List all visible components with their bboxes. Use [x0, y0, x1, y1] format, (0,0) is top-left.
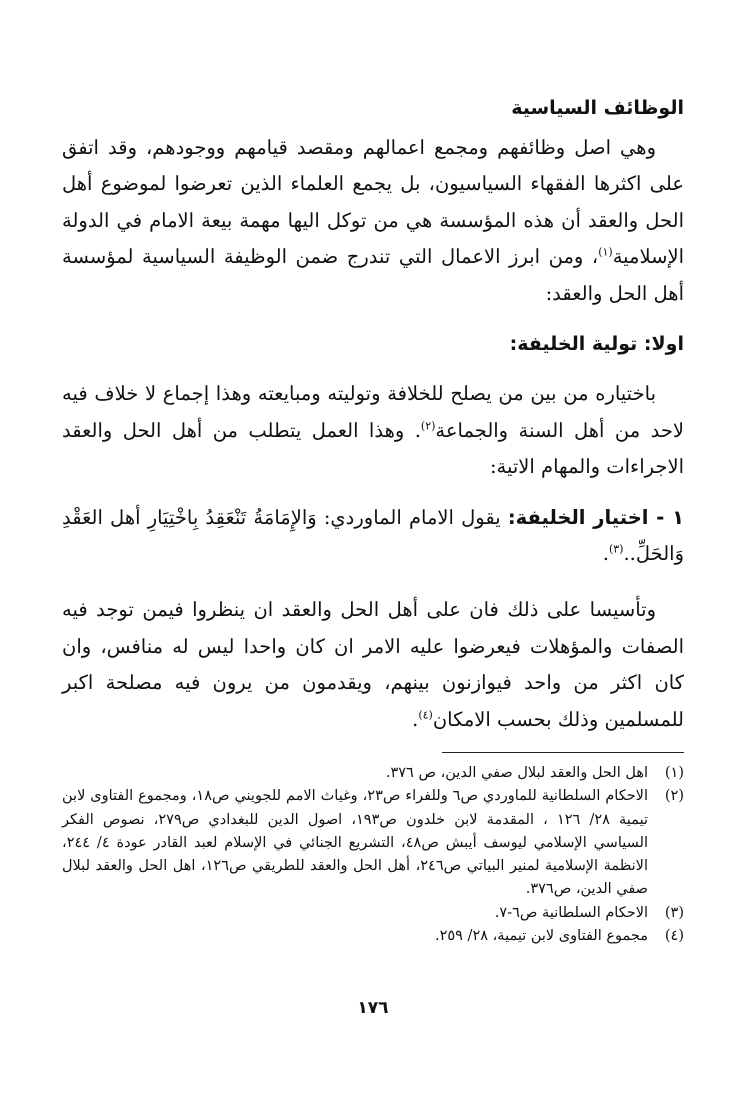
footnote-number: (٣) [664, 904, 684, 921]
footnote-number: (١) [664, 765, 684, 781]
footnote-2 [62, 785, 684, 901]
footnote-ref-4[interactable]: (٤) [418, 708, 433, 722]
main-text [62, 130, 684, 738]
footnote-text: اهل الحل والعقد لبلال صفي الدين، ص ٣٧٦. [385, 765, 648, 781]
paragraph-2 [62, 376, 684, 485]
footnote-number: (٤) [664, 928, 684, 945]
section-heading: اولا: تولية الخليفة: [509, 333, 684, 356]
footnote-1 [62, 762, 684, 785]
paragraph-1-text: وهي اصل وظائفهم ومجمع اعمالهم ومقصد قيامهم ووجودهم، وقد اتفق على اكثرها الفقهاء السياسيون، بل يجمع العلماء الذين تعرضوا لموضوع أهل الحل والعقد أن هذه المؤسسة هي من توكل اليها مهمة بيعة الامام في الدولة الإسلامية [62, 136, 684, 269]
paragraph-1 [62, 130, 684, 312]
footnote-text: الاحكام السلطانية للماوردي ص٦ وللفراء ص٢٣، وغياث الامم للجويني ص١٨، ومجموع الفتاوى لابن تيمية ٢٨/ ١٢٦ ، المقدمة لابن خلدون ص١٩٣، اصول الدين للبغدادي ص٢٧٩، نصوص الفكر السياسي الإسلامي ليوسف أيبش ص٤٨، التشريع الجنائي في الإسلام لعبد القادر عودة ٤/ ٢٤٤، الانظمة الإسلامية لمنير البياتي ص٢٤٦، أهل الحل والعقد للطريقي ص١٢٦، اهل الحل والعقد لبلال صفي الدين، ص٣٧٦. [62, 788, 649, 898]
footnote-3 [62, 902, 684, 925]
paragraph-3 [62, 592, 684, 738]
list-item-1-end: . [602, 542, 609, 566]
paragraph-2-text: باختياره من بين من يصلح للخلافة وتوليته ومبايعته وهذا إجماع لا خلاف فيه لاحد من أهل السنة والجماعة [62, 382, 684, 442]
list-item-1-lead: ١ - اختيار الخليفة: [507, 505, 684, 529]
footnote-number: (٢) [664, 788, 684, 805]
list-item-1 [62, 500, 684, 573]
paragraph-1-rest: ، ومن ابرز الاعمال التي تندرج ضمن الوظيفة السياسية لمؤسسة أهل الحل والعقد: [62, 245, 684, 305]
footnote-ref-3[interactable]: (٣) [608, 542, 624, 556]
book-page [62, 80, 684, 1076]
footnote-ref-2[interactable]: (٢) [420, 419, 436, 433]
footnote-4 [62, 925, 684, 948]
footnote-separator [442, 752, 684, 753]
list-item-1-text: يقول الامام الماوردي: [316, 505, 508, 529]
footnote-ref-1[interactable]: (١) [598, 245, 613, 259]
paragraph-3-end: . [412, 707, 419, 731]
footnote-text: مجموع الفتاوى لابن تيمية، ٢٨/ ٢٥٩. [434, 928, 648, 945]
paragraph-3-text: وتأسيسا على ذلك فان على أهل الحل والعقد ان ينظروا فيمن توجد فيه الصفات والمؤهلات فيعرضوا عليه الامر ان كان واحدا ليس له منافس، وان كان اكثر من واحد فيوازنون بينهم، ويقدمون من يرون فيه مصلحة اكبر للمسلمين وذلك بحسب الامكان [62, 598, 684, 731]
page-number: ١٧٦ [357, 998, 389, 1018]
footnotes [62, 762, 684, 948]
footnote-text: الاحكام السلطانية ص٦-٧. [494, 904, 648, 921]
running-header: الوظائف السياسية [511, 97, 684, 119]
paragraph-2-rest: . وهذا العمل يتطلب من أهل الحل والعقد الاجراءات والمهام الاتية: [62, 418, 684, 479]
list-item-1-quote: وَالإِمَامَةُ تَنْعَقِدُ بِاخْتِيَارِ أهل العَقْدِ وَالحَلِّ.. [62, 505, 684, 566]
